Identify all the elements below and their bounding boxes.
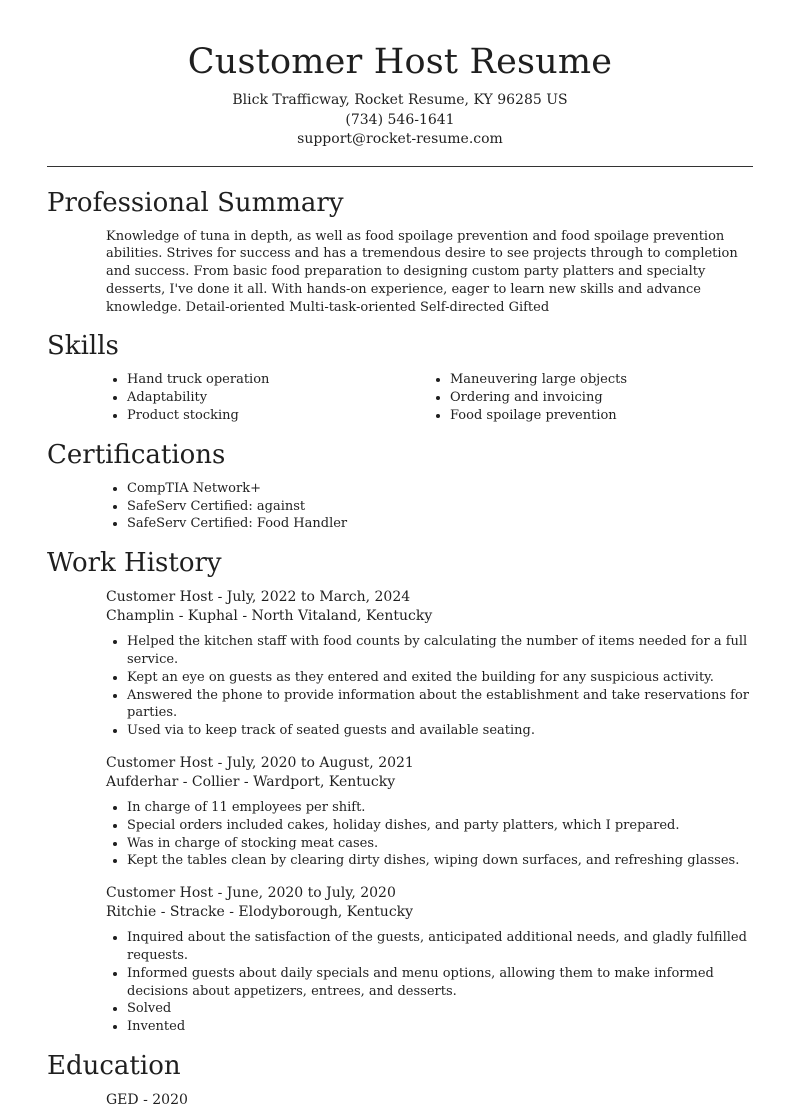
contact-email[interactable]: support@rocket-resume.com	[297, 131, 503, 147]
skill-item: • Hand truck operation	[127, 371, 430, 389]
job-bullet: • Special orders included cakes, holiday dishes, and party platters, which I prepared.	[127, 817, 753, 835]
resume-title: Customer Host Resume	[187, 42, 613, 82]
summary-section	[47, 187, 753, 317]
job-bullet: • Helped the kitchen staff with food counts by calculating the number of items needed for a full service.	[127, 633, 753, 669]
summary-text: Knowledge of tuna in depth, as well as food spoilage prevention and food spoilage prevention abilities. Strives for success and has a tremendous desire to see projects through to completion and success. From basic food preparation to designing custom party platters and specialty desserts, I've done it all. With hands-on experience, eager to learn new skills and advance knowledge. Detail-oriented Multi-task-oriented Self-directed Gifted	[106, 228, 738, 315]
job-company-line: Aufderhar - Collier - Wardport, Kentucky	[106, 774, 396, 791]
job-bullets	[47, 929, 753, 1036]
job-bullet: • Inquired about the satisfaction of the guests, anticipated additional needs, and gladly fulfilled requests.	[127, 929, 753, 965]
skill-item: • Maneuvering large objects	[450, 371, 753, 389]
job-bullet: • Invented	[127, 1018, 753, 1036]
job-bullet: • Answered the phone to provide information about the establishment and take reservations for parties.	[127, 687, 753, 723]
job-entry	[106, 884, 753, 922]
work-section	[47, 547, 753, 1036]
certifications-list	[47, 480, 753, 533]
job-bullet: • Kept an eye on guests as they entered and exited the building for any suspicious activity.	[127, 669, 753, 687]
resume-header	[0, 0, 800, 150]
education-heading: Education	[47, 1051, 181, 1082]
job-entry	[106, 754, 753, 792]
contact-block	[0, 91, 800, 150]
education-line: GED - 2020	[106, 1092, 188, 1109]
job-bullets	[47, 799, 753, 870]
certifications-section	[47, 439, 753, 533]
job-bullet: • Was in charge of stocking meat cases.	[127, 835, 753, 853]
skill-item: • Product stocking	[127, 407, 430, 425]
contact-address: Blick Trafficway, Rocket Resume, KY 96285 US	[232, 92, 568, 108]
job-bullet: • Solved	[127, 1000, 753, 1018]
job-bullets	[47, 633, 753, 740]
certification-item: • SafeServ Certified: Food Handler	[127, 515, 753, 533]
certifications-heading: Certifications	[47, 439, 226, 470]
education-section	[47, 1050, 753, 1110]
certification-item: • CompTIA Network+	[127, 480, 753, 498]
header-divider	[47, 166, 753, 167]
contact-phone: (734) 546-1641	[345, 111, 455, 128]
job-bullet: • Kept the tables clean by clearing dirty dishes, wiping down surfaces, and refreshing glasses.	[127, 852, 753, 870]
job-title-line: Customer Host - July, 2022 to March, 2024	[106, 589, 411, 606]
skills-list-left	[47, 371, 430, 424]
skill-item: • Ordering and invoicing	[450, 389, 753, 407]
job-title-line: Customer Host - June, 2020 to July, 2020	[106, 885, 396, 902]
job-bullet: • Used via to keep track of seated guests and available seating.	[127, 722, 753, 740]
job-company-line: Ritchie - Stracke - Elodyborough, Kentucky	[106, 904, 414, 921]
skills-list-right	[430, 371, 753, 424]
job-title-line: Customer Host - July, 2020 to August, 2021	[106, 755, 414, 772]
skills-heading: Skills	[47, 331, 119, 362]
job-bullet: • In charge of 11 employees per shift.	[127, 799, 753, 817]
certification-item: • SafeServ Certified: against	[127, 498, 753, 516]
skill-item: • Food spoilage prevention	[450, 407, 753, 425]
job-company-line: Champlin - Kuphal - North Vitaland, Kentucky	[106, 608, 433, 625]
work-heading: Work History	[47, 548, 222, 579]
skills-section	[47, 330, 753, 424]
skill-item: • Adaptability	[127, 389, 430, 407]
job-bullet: • Informed guests about daily specials and menu options, allowing them to make informed decisions about appetizers, entrees, and desserts.	[127, 965, 753, 1001]
summary-heading: Professional Summary	[47, 187, 344, 218]
skills-columns	[47, 371, 753, 424]
job-entry	[106, 588, 753, 626]
